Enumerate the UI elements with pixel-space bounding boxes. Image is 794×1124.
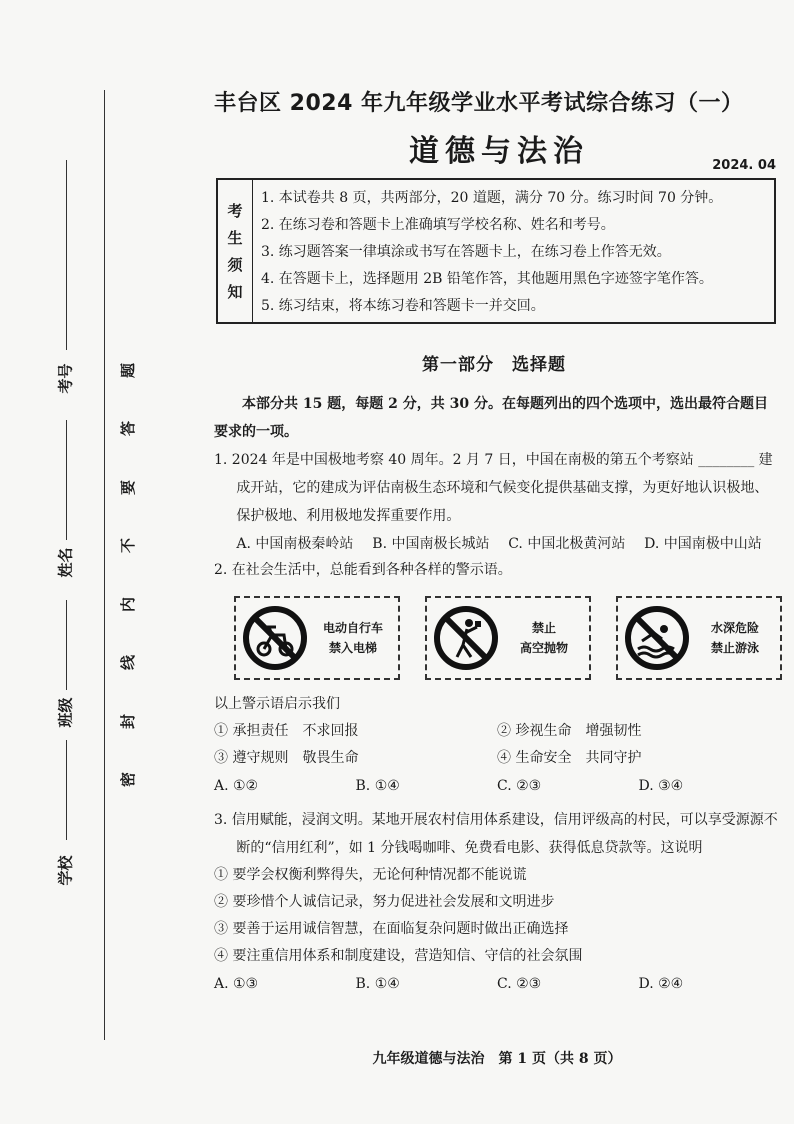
sign-line: 高空抛物 bbox=[519, 641, 568, 655]
statement: ② 要珍惜个人诚信记录，努力促进社会发展和文明进步 bbox=[214, 894, 555, 910]
question-2-lead: 以上警示语启示我们 bbox=[214, 696, 340, 712]
option-a[interactable]: A. ①③ bbox=[214, 976, 259, 992]
section-intro: 本部分共 15 题，每题 2 分，共 30 分。在每题列出的四个选项中，选出最符合题目要求的一项。 bbox=[214, 396, 768, 440]
question-2-statements-row bbox=[214, 718, 780, 745]
seal-char: 封 bbox=[119, 713, 138, 729]
question-1-options bbox=[214, 530, 780, 558]
seal-line bbox=[104, 90, 105, 1040]
no-throwing-icon bbox=[433, 605, 499, 671]
question-3-statements bbox=[214, 862, 780, 970]
seal-char: 题 bbox=[119, 362, 138, 379]
seal-char: 内 bbox=[119, 596, 138, 612]
name-label: 姓名 bbox=[56, 547, 75, 578]
option-d[interactable]: D. ②④ bbox=[638, 976, 684, 992]
notice-item: 3. 练习题答案一律填涂或书写在答题卡上，在练习卷上作答无效。 bbox=[261, 243, 671, 260]
option-c[interactable]: C. ②③ bbox=[497, 976, 542, 992]
notice-label bbox=[218, 180, 253, 322]
id-blank[interactable] bbox=[66, 160, 67, 350]
page-footer: 九年级道德与法治 第 1 页（共 8 页） bbox=[372, 1051, 622, 1067]
statement: ③ 遵守规则 敬畏生命 bbox=[214, 750, 359, 766]
warning-sign-ebike bbox=[234, 596, 400, 680]
sign-line: 电动自行车 bbox=[322, 621, 383, 635]
statement: ④ 要注重信用体系和制度建设，营造知信、守信的社会氛围 bbox=[214, 948, 583, 964]
seal-notice bbox=[116, 360, 140, 790]
notice-label-char: 知 bbox=[227, 283, 243, 301]
sign-line: 禁止游泳 bbox=[710, 641, 759, 655]
statement: ② 珍视生命 增强韧性 bbox=[497, 723, 642, 739]
name-blank[interactable] bbox=[66, 420, 67, 540]
question-3-text: 3. 信用赋能，浸润文明。某地开展农村信用体系建设，信用评级高的村民，可以享受源源不断的“信用红利”，如 1 分钱喝咖啡、免费看电影、获得低息贷款等。这说明 bbox=[214, 812, 778, 856]
question-2-options bbox=[214, 772, 780, 800]
exam-date: 2024. 04 bbox=[712, 158, 776, 173]
seal-char: 不 bbox=[119, 538, 138, 554]
warning-sign-text bbox=[314, 618, 392, 658]
question-2-statements-row bbox=[214, 745, 780, 772]
seal-char: 答 bbox=[119, 421, 138, 437]
statement: ① 承担责任 不求回报 bbox=[214, 723, 359, 739]
section-title: 第一部分 选择题 bbox=[422, 355, 566, 375]
no-ebike-icon bbox=[242, 605, 308, 671]
school-label: 学校 bbox=[56, 855, 75, 886]
notice-item: 5. 练习结束，将本练习卷和答题卡一并交回。 bbox=[261, 297, 545, 314]
notice-label-char: 考 bbox=[227, 202, 243, 220]
sign-line: 禁入电梯 bbox=[328, 641, 377, 655]
no-swimming-icon bbox=[624, 605, 690, 671]
notice-label-char: 须 bbox=[227, 256, 243, 274]
warning-sign-throwing bbox=[425, 596, 591, 680]
statement: ③ 要善于运用诚信智慧，在面临复杂问题时做出正确选择 bbox=[214, 921, 569, 937]
notice-label-char: 生 bbox=[227, 229, 243, 247]
statement: ① 要学会权衡利弊得失，无论何种情况都不能说谎 bbox=[214, 867, 527, 883]
warning-sign-text bbox=[505, 618, 583, 658]
sign-line: 禁止 bbox=[531, 621, 556, 635]
seal-char: 密 bbox=[119, 771, 138, 787]
class-label: 班级 bbox=[56, 697, 75, 728]
notice-item: 2. 在练习卷和答题卡上准确填写学校名称、姓名和考号。 bbox=[261, 217, 615, 234]
seal-char: 线 bbox=[119, 655, 138, 671]
option-a[interactable]: A. 中国南极秦岭站 bbox=[236, 536, 354, 552]
school-blank[interactable] bbox=[66, 740, 67, 840]
id-label: 考号 bbox=[56, 363, 75, 394]
question-1-text: 1. 2024 年是中国极地考察 40 周年。2 月 7 日，中国在南极的第五个考察站 ________ 建成开站，它的建成为评估南极生态环境和气候变化提供基础支撑，为更好地认识极地、保护极地、利用极地发挥重要作用。 bbox=[214, 452, 773, 524]
option-b[interactable]: B. ①④ bbox=[355, 778, 400, 794]
warning-sign-text bbox=[696, 618, 774, 658]
option-d[interactable]: D. ③④ bbox=[638, 778, 684, 794]
statement: ④ 生命安全 共同守护 bbox=[497, 750, 642, 766]
class-blank[interactable] bbox=[66, 600, 67, 690]
option-c[interactable]: C. 中国北极黄河站 bbox=[508, 536, 626, 552]
question-3-options bbox=[214, 970, 780, 998]
notice-item: 1. 本试卷共 8 页，共两部分，20 道题，满分 70 分。练习时间 70 分钟。 bbox=[261, 190, 723, 207]
subject-title: 道德与法治 bbox=[409, 134, 589, 169]
warning-signs bbox=[234, 596, 782, 682]
option-b[interactable]: B. 中国南极长城站 bbox=[372, 536, 490, 552]
seal-char: 要 bbox=[119, 479, 138, 495]
option-a[interactable]: A. ①② bbox=[214, 778, 259, 794]
option-b[interactable]: B. ①④ bbox=[355, 976, 400, 992]
warning-sign-swimming bbox=[616, 596, 782, 680]
question-2-text: 2. 在社会生活中，总能看到各种各样的警示语。 bbox=[214, 562, 512, 578]
question-1 bbox=[214, 446, 780, 558]
exam-title: 丰台区 2024 年九年级学业水平考试综合练习（一） bbox=[214, 91, 744, 116]
question-2-body bbox=[214, 690, 780, 800]
notice-items bbox=[253, 180, 774, 322]
notice-item: 4. 在答题卡上，选择题用 2B 铅笔作答，其他题用黑色字迹签字笔作答。 bbox=[261, 270, 713, 287]
question-3 bbox=[214, 806, 780, 998]
option-d[interactable]: D. 中国南极中山站 bbox=[644, 536, 762, 552]
option-c[interactable]: C. ②③ bbox=[497, 778, 542, 794]
sign-line: 水深危险 bbox=[710, 621, 759, 635]
candidate-notice-box bbox=[216, 178, 776, 324]
